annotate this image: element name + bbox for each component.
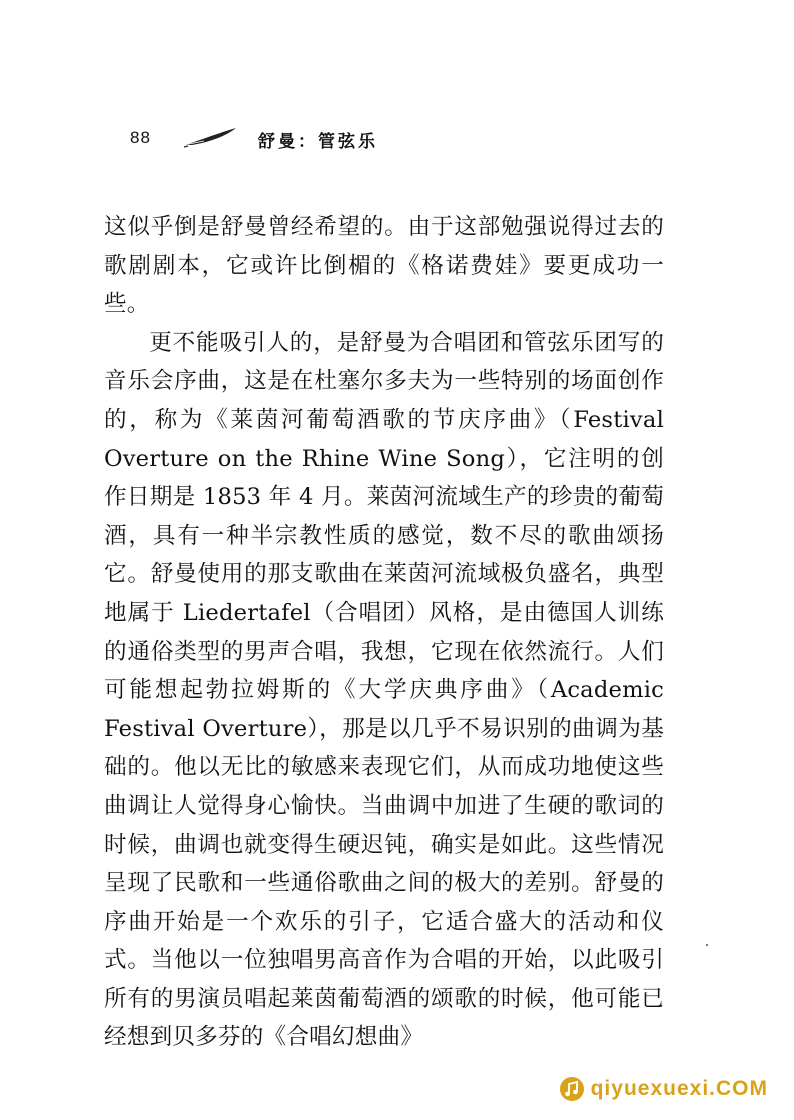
page-header (130, 122, 430, 158)
watermark-text: qiyuexuexi.COM (590, 1077, 768, 1100)
quill-pen-icon (182, 126, 238, 148)
body-text (104, 208, 664, 1057)
running-title: 舒曼：管弦乐 (258, 132, 378, 152)
music-note-logo-icon (559, 1076, 585, 1102)
paragraph: 更不能吸引人的，是舒曼为合唱团和管弦乐团写的音乐会序曲，这是在杜塞尔多夫为一些特别的场面创作的，称为《莱茵河葡萄酒歌的节庆序曲》（Festival Overture on the Rhine Wine Song），它注明的创作日期是 1853 年 4 月。莱茵河流域生产的珍贵的葡萄酒，具有一种半宗教性质的感觉，数不尽的歌曲颂扬它。舒曼使用的那支歌曲在莱茵河流域极负盛名，典型地属于 Liedertafel（合唱团）风格，是由德国人训练的通俗类型的男声合唱，我想，它现在依然流行。人们可能想起勃拉姆斯的《大学庆典序曲》（Academic Festival Overture），那是以几乎不易识别的曲调为基础的。他以无比的敏感来表现它们，从而成功地使这些曲调让人觉得身心愉快。当曲调中加进了生硬的歌词的时候，曲调也就变得生硬迟钝，确实是如此。这些情况呈现了民歌和一些通俗歌曲之间的极大的差别。舒曼的序曲开始是一个欢乐的引子，它适合盛大的活动和仪式。当他以一位独唱男高音作为合唱的开始，以此吸引所有的男演员唱起莱茵葡萄酒的颂歌的时候，他可能已经想到贝多芬的《合唱幻想曲》 (104, 329, 664, 1051)
paragraph: 这似乎倒是舒曼曾经希望的。由于这部勉强说得过去的歌剧剧本，它或许比倒楣的《格诺费娃》要更成功一些。 (104, 214, 664, 318)
page-number: 88 (130, 128, 151, 147)
watermark (559, 1076, 768, 1102)
margin-mark (706, 944, 708, 946)
